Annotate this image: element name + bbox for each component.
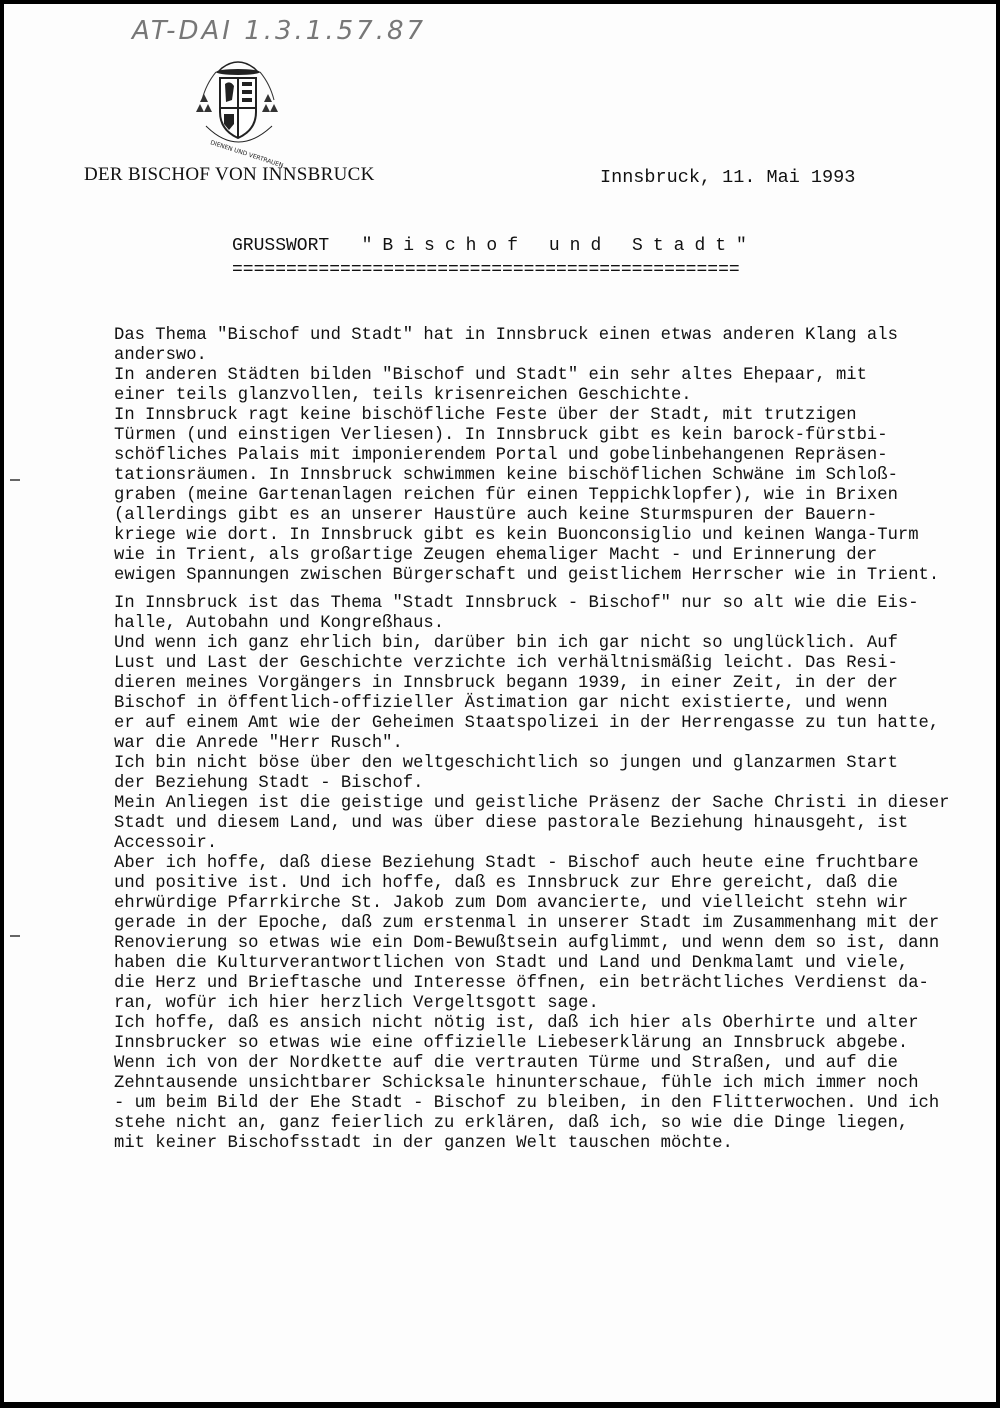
text-line: Aber ich hoffe, daß diese Beziehung Stadt - Bischof auch heute eine fruchtbare	[114, 854, 919, 873]
text-line: Ich bin nicht böse über den weltgeschichtlich so jungen und glanzarmen Start	[114, 754, 898, 773]
text-line: In anderen Städten bilden "Bischof und Stadt" ein sehr altes Ehepaar, mit	[114, 366, 867, 385]
text-line: In Innsbruck ist das Thema "Stadt Innsbruck - Bischof" nur so alt wie die Eis-	[114, 594, 919, 613]
text-line: Zehntausende unsichtbarer Schicksale hinunterschaue, fühle ich mich immer noch	[114, 1074, 919, 1093]
text-line: wie in Trient, als großartige Zeugen ehemaliger Macht - und Erinnerung der	[114, 546, 878, 565]
letter-body	[114, 326, 949, 1154]
margin-mark	[10, 935, 20, 937]
text-line: ran, wofür ich hier herzlich Vergeltsgott sage.	[114, 994, 599, 1013]
text-line: ewigen Spannungen zwischen Bürgerschaft und geistlichem Herrscher wie in Trient.	[114, 566, 940, 585]
text-line: ehrwürdige Pfarrkirche St. Jakob zum Dom avancierte, und vielleicht stehn wir	[114, 894, 909, 913]
text-line: Stadt und diesem Land, und was über diese pastorale Beziehung hinausgeht, ist	[114, 814, 909, 833]
text-line: kriege wie dort. In Innsbruck gibt es kein Buonconsiglio und keinen Wanga-Turm	[114, 526, 919, 545]
coat-of-arms-icon	[192, 54, 285, 170]
svg-text:DIENEN UND VERTRAUEN: DIENEN UND VERTRAUEN	[209, 139, 285, 170]
paragraph-1	[114, 326, 949, 586]
text-line: Accessoir.	[114, 834, 218, 853]
text-line: einer teils glanzvollen, teils krisenreichen Geschichte.	[114, 386, 692, 405]
text-line: - um beim Bild der Ehe Stadt - Bischof zu bleiben, in den Flitterwochen. Und ich	[114, 1094, 940, 1113]
text-line: anderswo.	[114, 346, 207, 365]
text-line: Das Thema "Bischof und Stadt" hat in Innsbruck einen etwas anderen Klang als	[114, 326, 898, 345]
text-line: halle, Autobahn und Kongreßhaus.	[114, 614, 445, 633]
text-line: In Innsbruck ragt keine bischöfliche Feste über der Stadt, mit trutzigen	[114, 406, 857, 425]
text-line: (allerdings gibt es an unserer Haustüre auch keine Sturmspuren der Bauern-	[114, 506, 878, 525]
text-line: gerade in der Epoche, daß zum erstenmal in unserer Stadt im Zusammenhang mit der	[114, 914, 940, 933]
text-line: Und wenn ich ganz ehrlich bin, darüber bin ich gar nicht so unglücklich. Auf	[114, 634, 898, 653]
text-line: Wenn ich von der Nordkette auf die vertrauten Türme und Straßen, und auf die	[114, 1054, 898, 1073]
heading-subject: "Bischof und Stadt"	[361, 236, 757, 256]
text-line: war die Anrede "Herr Rusch".	[114, 734, 403, 753]
paragraph-2	[114, 594, 949, 1154]
text-line: Mein Anliegen ist die geistige und geistliche Präsenz der Sache Christi in dieser	[114, 794, 950, 813]
text-line: tationsräumen. In Innsbruck schwimmen keine bischöflichen Schwäne im Schloß-	[114, 466, 898, 485]
text-line: der Beziehung Stadt - Bischof.	[114, 774, 424, 793]
text-line: und positive ist. Und ich hoffe, daß es Innsbruck zur Ehre gereicht, daß die	[114, 874, 898, 893]
heading-underline: ===============================================	[232, 260, 740, 280]
letterhead-title: DER BISCHOF VON INNSBRUCK	[84, 164, 375, 185]
text-line: Innsbrucker so etwas wie eine offizielle Liebeserklärung an Innsbruck abgebe.	[114, 1034, 909, 1053]
heading	[232, 236, 757, 256]
text-line: Ich hoffe, daß es ansich nicht nötig ist, daß ich hier als Oberhirte und alter	[114, 1014, 919, 1033]
text-line: dieren meines Vorgängers in Innsbruck begann 1939, in einer Zeit, in der der	[114, 674, 898, 693]
margin-mark	[10, 479, 20, 481]
text-line: Lust und Last der Geschichte verzichte ich verhältnismäßig leicht. Das Resi-	[114, 654, 898, 673]
letter-page	[4, 4, 996, 1402]
text-line: graben (meine Gartenanlagen reichen für einen Teppichklopfer), wie in Brixen	[114, 486, 898, 505]
text-line: mit keiner Bischofsstadt in der ganzen Welt tauschen möchte.	[114, 1134, 733, 1153]
archive-signature: AT-DAI 1.3.1.57.87	[132, 16, 427, 46]
text-line: Türmen (und einstigen Verliesen). In Innsbruck gibt es kein barock-fürstbi-	[114, 426, 888, 445]
heading-label: GRUSSWORT	[232, 236, 330, 256]
text-line: die Herz und Brieftasche und Interesse öffnen, ein beträchtliches Verdienst da-	[114, 974, 929, 993]
text-line: schöfliches Palais mit imponierendem Portal und gobelinbehangenen Repräsen-	[114, 446, 888, 465]
text-line: stehe nicht an, ganz feierlich zu erklären, daß ich, so wie die Dinge liegen,	[114, 1114, 909, 1133]
text-line: haben die Kulturverantwortlichen von Stadt und Land und Denkmalamt und viele,	[114, 954, 909, 973]
text-line: Bischof in öffentlich-offizieller Ästimation gar nicht existierte, und wenn	[114, 694, 888, 713]
letter-date: Innsbruck, 11. Mai 1993	[600, 167, 856, 188]
text-line: er auf einem Amt wie der Geheimen Staatspolizei in der Herrengasse zu tun hatte,	[114, 714, 940, 733]
text-line: Renovierung so etwas wie ein Dom-Bewußtsein aufglimmt, und wenn dem so ist, dann	[114, 934, 940, 953]
